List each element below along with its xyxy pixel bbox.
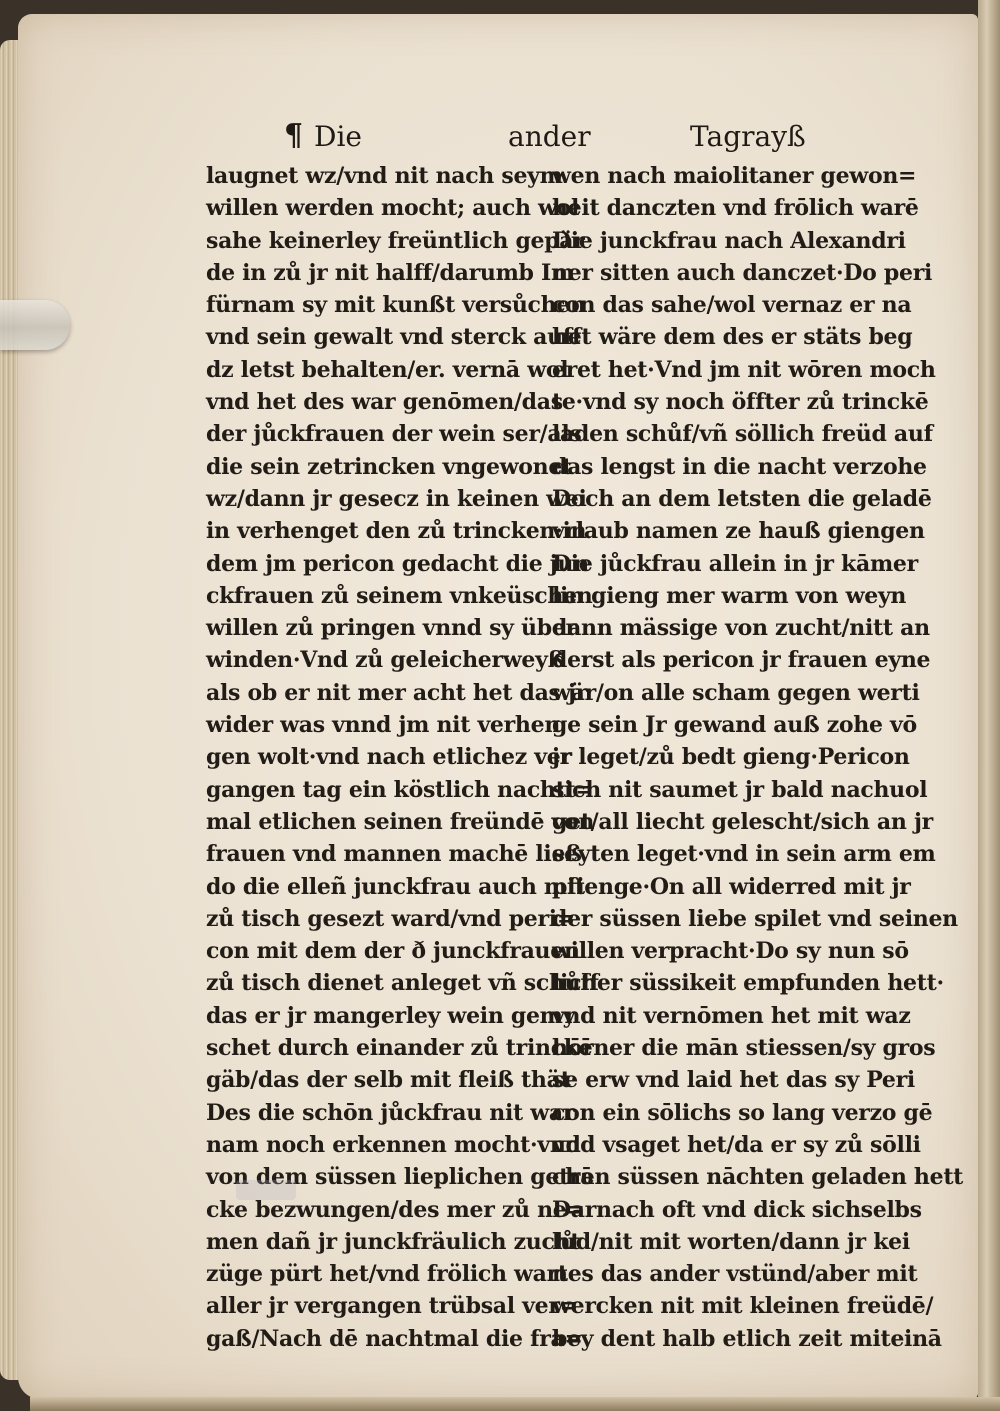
text-line: gaß/Nach dē nachtmal die fra= [206, 1325, 583, 1352]
text-line: willen verpracht·Do sy nun sō [552, 938, 909, 965]
text-line: dz letst behalten/er. vernā wol [206, 356, 569, 383]
text-line: Darnach oft vnd dick sichselbs [552, 1196, 922, 1223]
text-line: get/all liecht gelescht/sich an jr [552, 808, 933, 835]
text-line: wz/dann jr gesecz in keinen wei [206, 485, 587, 512]
text-line: con das sahe/wol vernaz er na [552, 292, 912, 319]
text-line: Die jůckfrau allein in jr kāmer [552, 550, 918, 577]
text-line: Die junckfrau nach Alexandri [552, 227, 906, 254]
text-line: hōrner die mān stiessen/sy gros [552, 1035, 936, 1062]
text-line: vnd het des war genōmen/das [206, 389, 563, 416]
text-line: zů tisch gesezt ward/vnd peri= [206, 905, 575, 932]
text-line: nes das ander vstünd/aber mit [552, 1261, 918, 1288]
text-line: derst als pericon jr frauen eyne [552, 647, 931, 674]
text-line: wen nach maiolitaner gewon= [552, 163, 917, 189]
text-line: winden·Vnd zů geleicherweyß [206, 647, 564, 674]
text-line: vrlaub namen ze hauß giengen [552, 518, 925, 545]
text-line: wercken nit mit kleinen freüdē/ [552, 1293, 934, 1320]
running-head [270, 118, 830, 158]
text-column-right [552, 160, 964, 1355]
text-line: vnd sein gewalt vnd sterck auff [206, 324, 582, 351]
text-line: vnd nit vernōmen het mit waz [552, 1002, 911, 1029]
text-line: sahe keinerley freüntlich gepär [206, 227, 585, 254]
text-line: das er jr mangerley wein gemy [206, 1002, 576, 1029]
text-line: als ob er nit mer acht het das jr [206, 679, 587, 706]
running-head-center: ander [508, 120, 591, 153]
text-line: mal etlichen seinen freündē von [206, 808, 595, 835]
text-line: gangen tag ein köstlich nachtt= [206, 776, 594, 803]
text-line: gen wolt·vnd nach etlichez ver [206, 744, 572, 771]
text-column-left [206, 160, 599, 1355]
page-right-edge [978, 0, 1000, 1411]
text-line: Doch an dem letsten die geladē [552, 485, 932, 512]
text-line: do die elleñ junckfrau auch mit [206, 873, 585, 900]
text-line: te·vnd sy noch öffter zů trinckē [552, 389, 929, 416]
text-line: ge sein Jr gewand auß zohe vō [552, 712, 917, 739]
text-line: sich nit saumet jr bald nachuol [552, 776, 928, 803]
text-line: ner sitten auch danczet·Do peri [552, 259, 933, 286]
text-line: laden schůf/vñ söllich freüd auf [552, 421, 933, 448]
text-line: se erw vnd laid het das sy Peri [552, 1067, 915, 1094]
text-line: züge pürt het/vnd frölich wart [206, 1261, 568, 1288]
text-line: het wäre dem des er stäts beg [552, 324, 913, 351]
text-line: con mit dem der ð junckfrauen [206, 938, 580, 965]
text-line: willen zů pringen vnnd sy über [206, 615, 577, 642]
text-line: men dañ jr junckfräulich zucht [206, 1228, 581, 1255]
text-line: in verhenget den zů trincken·in [206, 518, 587, 545]
text-line: der süssen liebe spilet vnd seinen [552, 905, 958, 932]
text-line: das lengst in die nacht verzohe [552, 453, 927, 480]
text-line: licher süssikeit empfunden hett· [552, 970, 944, 997]
text-line: aller jr vergangen trübsal ver= [206, 1293, 578, 1320]
text-line: Des die schōn jůckfrau nit war [206, 1099, 575, 1126]
text-line: frauen vnd mannen machē ließ [206, 841, 582, 868]
running-head-left: Die [314, 120, 362, 153]
text-line: gäb/das der selb mit fleiß thät· [206, 1067, 578, 1094]
text-line: fürnam sy mit kunßt versůchen [206, 292, 586, 319]
text-line: lin gieng mer warm von weyn [552, 582, 907, 609]
text-line: dann mässige von zucht/nitt an [552, 615, 930, 642]
text-line: bey dent halb etlich zeit miteinā [552, 1325, 942, 1352]
text-line: chen süssen nāchten geladen hett [552, 1164, 964, 1191]
text-line: pfienge·On all widerred mit jr [552, 873, 911, 900]
text-line: de in zů jr nit halff/darumb Im [206, 259, 574, 286]
text-line: cke bezwungen/des mer zů ne= [206, 1196, 585, 1223]
text-line: der jůckfrauen der wein ser/als [206, 421, 582, 448]
text-line: ckfrauen zů seinem vnkeüschen [206, 582, 593, 609]
text-line: wär/on alle scham gegen werti [552, 679, 920, 706]
text-line: dem jm pericon gedacht die jun [206, 550, 589, 577]
text-line: con ein sōlichs so lang verzo gē [552, 1099, 933, 1126]
ink-smudge [236, 1180, 296, 1200]
text-line: nam noch erkennen mocht·vnd [206, 1131, 581, 1158]
text-line: seyten leget·vnd in sein arm em [552, 841, 936, 868]
pilcrow-mark: ¶ [284, 118, 304, 153]
text-line: vnd vsaget het/da er sy zů sōlli [552, 1131, 921, 1158]
text-line: heit danczten vnd frōlich warē [552, 195, 919, 222]
page-clip [0, 300, 70, 350]
text-line: jr leget/zů bedt gieng·Pericon [552, 744, 910, 771]
text-line: zů tisch dienet anleget vñ schůff [206, 970, 599, 997]
text-line: willen werden mocht; auch wol [206, 195, 580, 222]
text-line: schet durch einander zů trinckē [206, 1035, 593, 1062]
running-head-right: Tagrayß [690, 120, 806, 153]
text-line: lůd/nit mit worten/dann jr kei [552, 1228, 910, 1255]
text-line: wider was vnnd jm nit verhen [206, 712, 561, 739]
text-line: die sein zetrincken vngewonet [206, 453, 572, 480]
text-line: von dem süssen lieplichen getrā [206, 1164, 595, 1191]
page-bottom-edge [30, 1397, 1000, 1411]
text-line: laugnet wz/vnd nit nach seym [206, 163, 563, 189]
text-line: eret het·Vnd jm nit wōren moch [552, 356, 936, 383]
